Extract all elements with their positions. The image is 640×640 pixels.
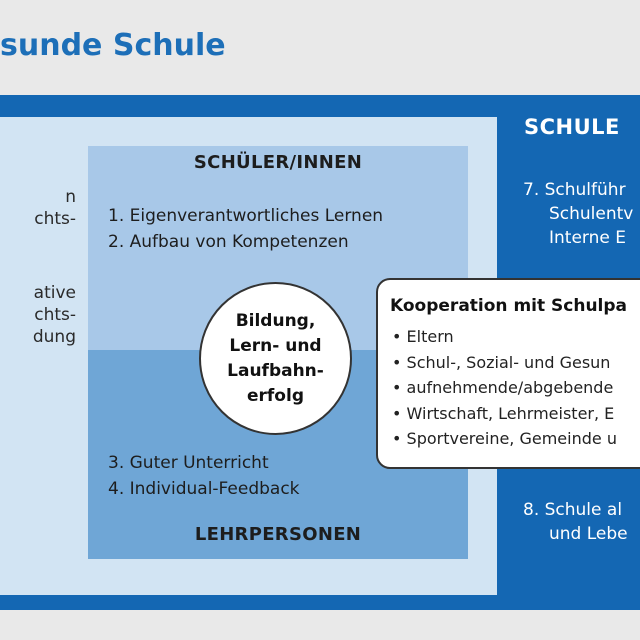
center-line: Laufbahn- [227,360,324,381]
list-item: 1. Eigenverantwortliches Lernen [108,206,384,226]
left-text-line: chts- [34,209,76,229]
teachers-heading: LEHRPERSONEN [194,524,362,545]
list-item: 2. Aufbau von Kompetenzen [108,232,349,252]
center-circle [199,282,352,435]
center-line: Lern- und [229,335,322,356]
teachers-list [108,450,300,502]
list-item: • Eltern [392,324,617,350]
left-text-line: ative [33,283,76,303]
list-item: 4. Individual-Feedback [108,479,300,499]
list-item: • Schul-, Sozial- und Gesun [392,350,617,376]
cooperation-callout [376,278,640,469]
center-label [227,309,324,409]
school-item-line: Interne E [549,228,626,248]
spacer [0,230,80,282]
left-text-line: dung [32,327,76,347]
list-item: • Sportvereine, Gemeinde u [392,426,617,452]
students-heading: SCHÜLER/INNEN [193,152,363,173]
page-title: sunde Schule [0,28,226,63]
list-item: • Wirtschaft, Lehrmeister, E [392,401,617,427]
school-item-line: Schulentv [549,204,634,224]
school-heading: SCHULE [524,115,620,139]
school-item-line: 7. Schulführ [523,180,626,200]
school-item-line: 8. Schule al [523,500,623,520]
students-list [108,203,383,255]
center-line: erfolg [247,385,304,406]
school-item-8 [523,498,628,546]
list-item: • aufnehmende/abgebende [392,375,617,401]
cooperation-title: Kooperation mit Schulpa [390,296,628,316]
list-item: 3. Guter Unterricht [108,453,269,473]
left-text-line: chts- [34,305,76,325]
left-text-line: n [65,187,76,207]
left-column-text [0,186,80,348]
center-line: Bildung, [235,310,316,331]
school-item-7 [523,178,633,250]
cooperation-list [392,324,617,452]
school-item-line: und Lebe [549,524,628,544]
